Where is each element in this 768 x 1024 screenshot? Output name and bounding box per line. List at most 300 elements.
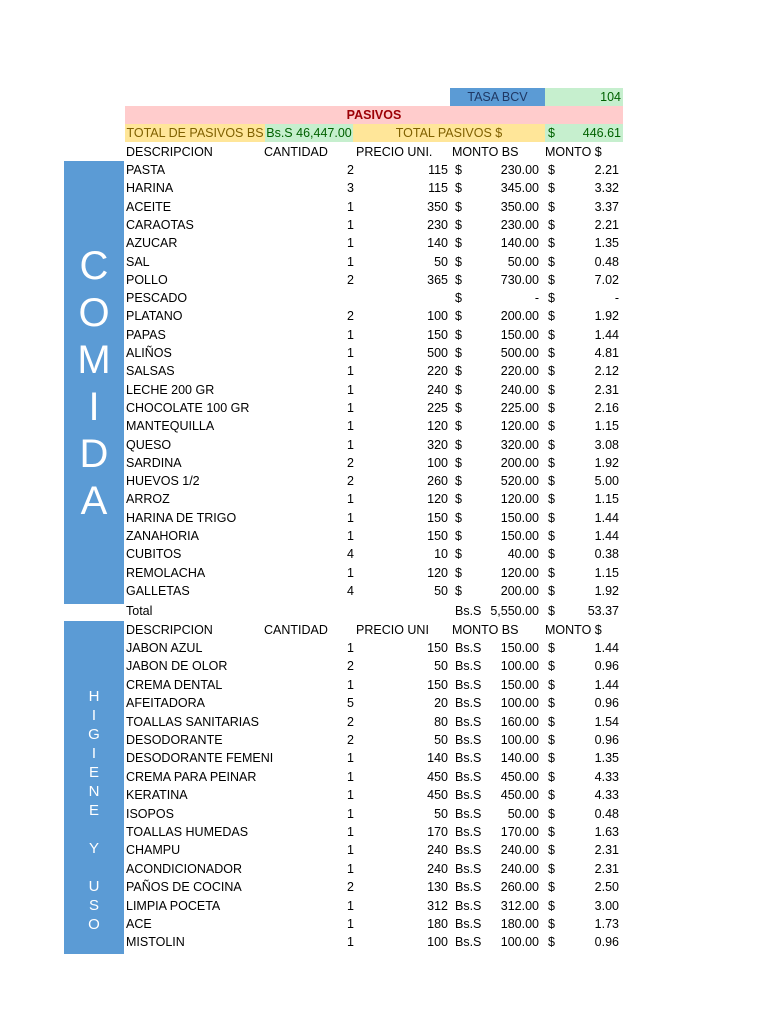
item-quantity: 1: [347, 199, 354, 214]
item-amount-bs: 150.00: [500, 529, 539, 543]
item-amount-usd: 1.35: [594, 236, 619, 251]
item-currency: $: [455, 492, 462, 507]
table-row[interactable]: [0, 841, 768, 859]
total-bs-label: TOTAL DE PASIVOS BS: [126, 126, 264, 140]
item-description: QUESO: [126, 437, 172, 452]
item-unit-price: 115: [428, 163, 448, 177]
item-description: ACE: [126, 917, 152, 931]
item-quantity: 1: [347, 898, 354, 913]
item-amount-usd: 0.48: [594, 254, 619, 269]
item-usd-currency: $: [548, 917, 555, 931]
item-amount-usd: 4.81: [594, 346, 619, 360]
item-usd-currency: $: [548, 199, 555, 214]
item-description: SALSAS: [126, 364, 175, 379]
item-amount-bs: 230.00: [500, 217, 539, 232]
item-description: ACEITE: [126, 199, 172, 214]
item-description: POLLO: [126, 272, 168, 287]
item-amount-usd: 1.63: [594, 825, 619, 839]
item-amount-bs: 500.00: [500, 346, 539, 360]
comida-col-monto-bs: MONTO BS: [452, 145, 519, 159]
item-amount-bs: 320.00: [500, 437, 539, 452]
item-unit-price: 50: [434, 659, 448, 674]
item-amount-usd: 3.08: [594, 437, 619, 452]
item-quantity: 2: [347, 272, 354, 287]
item-currency: Bs.S: [455, 825, 482, 839]
item-description: LECHE 200 GR: [126, 382, 215, 397]
item-amount-bs: 200.00: [500, 309, 539, 324]
item-usd-currency: $: [548, 806, 555, 821]
item-description: PASTA: [126, 163, 166, 177]
item-quantity: 1: [347, 861, 354, 876]
item-quantity: 1: [347, 236, 354, 251]
item-amount-usd: 1.44: [594, 529, 619, 543]
item-currency: $: [455, 236, 462, 251]
item-quantity: 3: [347, 181, 354, 196]
table-row[interactable]: [0, 749, 768, 767]
item-amount-usd: 3.32: [594, 181, 619, 196]
item-quantity: 1: [347, 529, 354, 543]
item-description: KERATINA: [126, 788, 188, 803]
item-currency: Bs.S: [455, 659, 482, 674]
item-usd-currency: $: [548, 659, 555, 674]
comida-total-label: Total: [126, 604, 153, 618]
item-amount-bs: 345.00: [500, 181, 539, 196]
item-quantity: 1: [347, 419, 354, 434]
item-quantity: 2: [347, 714, 354, 729]
item-usd-currency: $: [548, 492, 555, 507]
item-quantity: 1: [347, 254, 354, 269]
item-amount-bs: 520.00: [500, 474, 539, 489]
item-unit-price: [380, 289, 448, 307]
item-currency: Bs.S: [455, 769, 482, 784]
item-currency: $: [455, 309, 462, 324]
item-description: TOALLAS SANITARIAS: [126, 714, 259, 729]
section-label-letter: M: [77, 338, 111, 382]
item-currency: $: [455, 364, 462, 379]
item-unit-price: 180: [427, 917, 448, 931]
section-label-letter: O: [78, 291, 110, 335]
item-unit-price: 240: [427, 382, 448, 397]
item-description: DESODORANTE FEMENI: [126, 751, 274, 766]
item-usd-currency: $: [548, 346, 555, 360]
item-description: MANTEQUILLA: [126, 419, 215, 434]
item-usd-currency: $: [548, 677, 555, 692]
item-amount-bs: 140.00: [500, 236, 539, 251]
comida-col-monto-usd: MONTO $: [545, 145, 602, 159]
item-amount-usd: 1.92: [594, 455, 619, 470]
item-quantity: 1: [347, 565, 354, 580]
item-currency: $: [455, 565, 462, 580]
item-quantity: 1: [347, 677, 354, 692]
item-currency: Bs.S: [455, 935, 482, 950]
item-currency: Bs.S: [455, 917, 482, 931]
item-currency: Bs.S: [455, 751, 482, 766]
item-description: MISTOLIN: [126, 935, 185, 950]
item-description: TOALLAS HUMEDAS: [126, 825, 249, 839]
table-row[interactable]: [0, 805, 768, 823]
item-amount-bs: 150.00: [500, 510, 539, 525]
item-usd-currency: $: [548, 825, 555, 839]
table-row[interactable]: [0, 713, 768, 731]
table-row[interactable]: [0, 161, 768, 179]
item-currency: $: [455, 272, 462, 287]
item-amount-bs: 350.00: [500, 199, 539, 214]
item-usd-currency: $: [548, 898, 555, 913]
item-amount-usd: 1.44: [594, 327, 619, 342]
item-unit-price: 150: [427, 677, 448, 692]
item-amount-bs: 100.00: [500, 733, 539, 747]
table-row[interactable]: [0, 179, 768, 197]
item-usd-currency: $: [548, 272, 555, 287]
item-currency: $: [455, 382, 462, 397]
item-usd-currency: $: [548, 236, 555, 251]
item-description: LIMPIA POCETA: [126, 898, 221, 913]
item-unit-price: 220: [427, 364, 448, 379]
comida-total-usd-cur: $: [548, 604, 555, 618]
section-label-letter: P: [88, 954, 99, 971]
item-quantity: 2: [347, 733, 354, 747]
item-amount-usd: 2.50: [594, 880, 619, 895]
item-usd-currency: $: [548, 733, 555, 747]
item-currency: $: [455, 291, 462, 306]
item-amount-bs: 240.00: [500, 382, 539, 397]
item-amount-bs: 240.00: [500, 843, 539, 858]
tasa-label: TASA BCV: [467, 90, 528, 104]
item-quantity: 2: [347, 309, 354, 324]
higiene-col-cant: CANTIDAD: [264, 623, 328, 637]
item-currency: $: [455, 474, 462, 489]
table-row[interactable]: [0, 307, 768, 325]
item-currency: $: [455, 437, 462, 452]
total-usd-label: TOTAL PASIVOS $: [395, 126, 503, 140]
item-amount-bs: 200.00: [500, 455, 539, 470]
item-usd-currency: $: [548, 400, 555, 415]
item-usd-currency: $: [548, 769, 555, 784]
item-amount-usd: 2.31: [594, 382, 619, 397]
table-row[interactable]: [0, 545, 768, 563]
item-usd-currency: $: [548, 714, 555, 729]
item-unit-price: 150: [427, 529, 448, 543]
table-row[interactable]: [0, 657, 768, 675]
item-quantity: 1: [347, 492, 354, 507]
item-amount-usd: 0.96: [594, 696, 619, 711]
item-usd-currency: $: [548, 181, 555, 196]
item-amount-usd: 4.33: [594, 788, 619, 803]
item-description: CARAOTAS: [126, 217, 194, 232]
item-description: PAPAS: [126, 327, 166, 342]
table-row[interactable]: [0, 639, 768, 657]
item-amount-usd: 0.48: [594, 806, 619, 821]
item-currency: $: [455, 199, 462, 214]
item-amount-bs: 40.00: [507, 547, 539, 562]
item-unit-price: 100: [427, 309, 448, 324]
item-usd-currency: $: [548, 419, 555, 434]
item-amount-usd: 1.15: [594, 419, 619, 434]
item-description: HUEVOS 1/2: [126, 474, 200, 489]
item-amount-usd: 1.35: [594, 751, 619, 766]
item-amount-bs: -: [534, 291, 539, 306]
item-quantity: 1: [347, 788, 354, 803]
table-row[interactable]: [0, 472, 768, 490]
item-amount-bs: 230.00: [500, 163, 539, 177]
item-amount-bs: 150.00: [500, 327, 539, 342]
item-currency: Bs.S: [455, 898, 482, 913]
item-amount-bs: 220.00: [500, 364, 539, 379]
item-unit-price: 120: [427, 492, 448, 507]
item-quantity: 1: [347, 641, 354, 655]
item-currency: $: [455, 529, 462, 543]
item-unit-price: 50: [434, 254, 448, 269]
item-amount-usd: 0.96: [594, 733, 619, 747]
tasa-value: 104: [600, 90, 621, 104]
item-unit-price: 240: [427, 861, 448, 876]
higiene-col-desc: DESCRIPCION: [126, 623, 213, 637]
table-row[interactable]: [0, 676, 768, 694]
table-row[interactable]: [0, 731, 768, 749]
item-amount-usd: 1.15: [594, 565, 619, 580]
item-quantity: 1: [347, 382, 354, 397]
item-unit-price: 80: [434, 714, 448, 729]
item-description: CREMA DENTAL: [126, 677, 223, 692]
item-description: PESCADO: [126, 291, 188, 306]
item-currency: Bs.S: [455, 806, 482, 821]
item-description: SARDINA: [126, 455, 182, 470]
item-description: ZANAHORIA: [126, 529, 199, 543]
table-row[interactable]: [0, 564, 768, 582]
item-description: ACONDICIONADOR: [126, 861, 242, 876]
item-unit-price: 450: [427, 788, 448, 803]
item-unit-price: 350: [427, 199, 448, 214]
table-row[interactable]: [0, 216, 768, 234]
item-usd-currency: $: [548, 641, 555, 655]
item-description: CUBITOS: [126, 547, 182, 562]
item-usd-currency: $: [548, 880, 555, 895]
item-amount-usd: 1.73: [594, 917, 619, 931]
item-amount-usd: 0.96: [594, 935, 619, 950]
item-currency: Bs.S: [455, 641, 482, 655]
item-currency: Bs.S: [455, 696, 482, 711]
pasivos-title: PASIVOS: [346, 108, 402, 122]
table-row[interactable]: [0, 417, 768, 435]
item-description: ARROZ: [126, 492, 170, 507]
item-description: AZUCAR: [126, 236, 178, 251]
table-row[interactable]: [0, 344, 768, 362]
table-row[interactable]: [0, 253, 768, 271]
item-unit-price: 100: [427, 455, 448, 470]
item-usd-currency: $: [548, 696, 555, 711]
item-unit-price: 100: [427, 935, 448, 950]
item-amount-usd: 1.92: [594, 583, 619, 598]
item-amount-bs: 225.00: [500, 400, 539, 415]
table-row[interactable]: [0, 897, 768, 915]
item-currency: $: [455, 217, 462, 232]
table-row[interactable]: [0, 436, 768, 454]
item-usd-currency: $: [548, 327, 555, 342]
item-amount-bs: 50.00: [507, 254, 539, 269]
section-label-letter: G: [88, 726, 100, 743]
item-unit-price: 312: [427, 898, 448, 913]
section-label-letter: I: [91, 707, 97, 724]
table-row[interactable]: [0, 362, 768, 380]
item-usd-currency: $: [548, 309, 555, 324]
comida-total-bs: 5,550.00: [490, 604, 539, 618]
item-quantity: 2: [347, 163, 354, 177]
item-usd-currency: $: [548, 217, 555, 232]
item-description: CHOCOLATE 100 GR: [126, 400, 250, 415]
table-row[interactable]: [0, 786, 768, 804]
table-row[interactable]: [0, 933, 768, 951]
item-amount-bs: 100.00: [500, 659, 539, 674]
table-row[interactable]: [0, 527, 768, 545]
table-row[interactable]: [0, 582, 768, 600]
item-amount-usd: 3.00: [594, 898, 619, 913]
item-amount-usd: 2.31: [594, 861, 619, 876]
item-quantity: 1: [347, 825, 354, 839]
item-unit-price: 170: [427, 825, 448, 839]
table-row[interactable]: [0, 878, 768, 896]
section-label-letter: I: [91, 745, 97, 762]
item-description: ISOPOS: [126, 806, 174, 821]
item-usd-currency: $: [548, 583, 555, 598]
item-currency: $: [455, 400, 462, 415]
section-label-letter: E: [88, 802, 99, 819]
item-currency: Bs.S: [455, 733, 482, 747]
item-currency: $: [455, 455, 462, 470]
total-usd-symbol: $: [548, 126, 555, 140]
item-amount-usd: 2.21: [594, 163, 619, 177]
table-row[interactable]: [0, 234, 768, 252]
table-row[interactable]: [0, 289, 768, 307]
item-amount-usd: 3.37: [594, 199, 619, 214]
item-quantity: 1: [347, 327, 354, 342]
item-amount-usd: 5.00: [594, 474, 619, 489]
item-amount-bs: 160.00: [500, 714, 539, 729]
item-usd-currency: $: [548, 843, 555, 858]
item-amount-usd: 4.33: [594, 769, 619, 784]
item-amount-bs: 100.00: [500, 935, 539, 950]
table-row[interactable]: [0, 768, 768, 786]
table-row[interactable]: [0, 326, 768, 344]
item-unit-price: 10: [434, 547, 448, 562]
item-usd-currency: $: [548, 510, 555, 525]
item-usd-currency: $: [548, 382, 555, 397]
item-usd-currency: $: [548, 291, 555, 306]
item-currency: Bs.S: [455, 843, 482, 858]
total-bs-value: Bs.S 46,447.00: [266, 126, 352, 140]
item-description: PLATANO: [126, 309, 183, 324]
item-currency: Bs.S: [455, 788, 482, 803]
table-row[interactable]: [0, 823, 768, 841]
item-unit-price: 50: [434, 583, 448, 598]
item-quantity: 1: [347, 917, 354, 931]
table-row[interactable]: [0, 694, 768, 712]
item-description: REMOLACHA: [126, 565, 206, 580]
item-amount-usd: 1.44: [594, 677, 619, 692]
item-quantity: 2: [347, 880, 354, 895]
item-quantity: 1: [347, 843, 354, 858]
item-amount-usd: 0.96: [594, 659, 619, 674]
table-row[interactable]: [0, 381, 768, 399]
table-row[interactable]: [0, 399, 768, 417]
table-row[interactable]: [0, 198, 768, 216]
item-unit-price: 150: [427, 641, 448, 655]
table-row[interactable]: [0, 915, 768, 933]
item-description: JABON DE OLOR: [126, 659, 228, 674]
table-row[interactable]: [0, 454, 768, 472]
item-usd-currency: $: [548, 474, 555, 489]
item-unit-price: 50: [434, 806, 448, 821]
table-row[interactable]: [0, 490, 768, 508]
item-quantity: 1: [347, 346, 354, 360]
section-label-letter: C: [79, 244, 109, 288]
item-amount-usd: 7.02: [594, 272, 619, 287]
item-currency: $: [455, 181, 462, 196]
item-amount-bs: 180.00: [500, 917, 539, 931]
table-row[interactable]: [0, 860, 768, 878]
item-unit-price: 150: [427, 327, 448, 342]
item-amount-bs: 450.00: [500, 788, 539, 803]
item-amount-bs: 120.00: [500, 565, 539, 580]
item-amount-usd: -: [614, 291, 619, 306]
item-unit-price: 260: [427, 474, 448, 489]
table-row[interactable]: [0, 509, 768, 527]
item-quantity: 1: [347, 510, 354, 525]
section-label-letter: S: [88, 897, 99, 914]
section-label-letter: I: [88, 385, 100, 429]
item-description: DESODORANTE: [126, 733, 223, 747]
item-amount-bs: 240.00: [500, 861, 539, 876]
total-usd-value: 446.61: [582, 126, 621, 140]
item-quantity: 1: [347, 751, 354, 766]
item-quantity: 2: [347, 455, 354, 470]
item-unit-price: 120: [427, 419, 448, 434]
item-unit-price: 230: [427, 217, 448, 232]
comida-col-desc: DESCRIPCION: [126, 145, 213, 159]
item-description: HARINA: [126, 181, 174, 196]
item-currency: $: [455, 419, 462, 434]
item-unit-price: 450: [427, 769, 448, 784]
item-currency: $: [455, 254, 462, 269]
item-currency: $: [455, 547, 462, 562]
item-amount-bs: 312.00: [500, 898, 539, 913]
higiene-col-monto-bs: MONTO BS: [452, 623, 519, 637]
item-quantity: 1: [347, 935, 354, 950]
item-currency: $: [455, 346, 462, 360]
item-quantity: 2: [347, 659, 354, 674]
item-amount-bs: 120.00: [500, 419, 539, 434]
item-unit-price: 500: [427, 346, 448, 360]
item-amount-bs: 450.00: [500, 769, 539, 784]
item-quantity: 1: [347, 769, 354, 784]
item-amount-usd: 1.44: [594, 510, 619, 525]
item-currency: $: [455, 327, 462, 342]
item-usd-currency: $: [548, 529, 555, 543]
item-quantity: [300, 289, 354, 307]
item-unit-price: 240: [427, 843, 448, 858]
item-amount-usd: 1.92: [594, 309, 619, 324]
item-description: CHAMPU: [126, 843, 181, 858]
section-label-letter: O: [88, 916, 100, 933]
table-row[interactable]: [0, 271, 768, 289]
item-amount-usd: 1.15: [594, 492, 619, 507]
item-usd-currency: $: [548, 935, 555, 950]
item-amount-usd: 2.31: [594, 843, 619, 858]
item-quantity: 1: [347, 364, 354, 379]
item-currency: Bs.S: [455, 880, 482, 895]
item-usd-currency: $: [548, 364, 555, 379]
item-description: AFEITADORA: [126, 696, 205, 711]
item-unit-price: 150: [427, 510, 448, 525]
